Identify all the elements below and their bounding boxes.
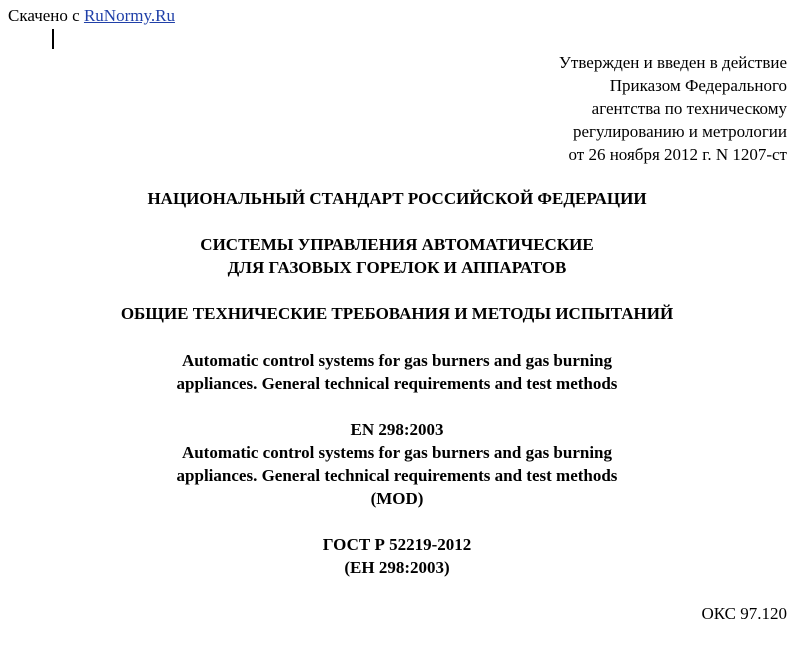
oks-code: ОКС 97.120 (701, 604, 787, 623)
approval-line: регулированию и метрологии (572, 122, 787, 141)
subtitle-ru (0, 302, 794, 325)
subtitle-ru-text: ОБЩИЕ ТЕХНИЧЕСКИЕ ТРЕБОВАНИЯ И МЕТОДЫ ИСПЫТАНИЙ (120, 304, 674, 323)
approval-line: Приказом Федерального (609, 76, 787, 95)
source-link[interactable]: RuNormy.Ru (83, 6, 175, 25)
title-en-line: appliances. General technical requirements and test methods (176, 374, 618, 393)
approval-line: от 26 ноября 2012 г. N 1207-ст (568, 145, 787, 164)
heading-text: НАЦИОНАЛЬНЫЙ СТАНДАРТ РОССИЙСКОЙ ФЕДЕРАЦИИ (147, 189, 647, 208)
en-standard-line: appliances. General technical requirements and test methods (176, 466, 618, 485)
approval-line: Утвержден и введен в действие (558, 53, 787, 72)
en-standard (0, 418, 794, 510)
title-ru-line: СИСТЕМЫ УПРАВЛЕНИЯ АВТОМАТИЧЕСКИЕ (200, 235, 594, 254)
approval-line: агентства по техническому (591, 99, 787, 118)
en-standard-mod: (MOD) (370, 489, 424, 508)
en-standard-code: EN 298:2003 (350, 420, 444, 439)
source-line (8, 5, 175, 27)
title-en-line: Automatic control systems for gas burners and gas burning (181, 351, 613, 370)
source-prefix: Скачено с (8, 6, 84, 25)
approval-block (559, 51, 787, 166)
title-ru (0, 233, 794, 279)
title-ru-line: ДЛЯ ГАЗОВЫХ ГОРЕЛОК И АППАРАТОВ (227, 258, 567, 277)
gost-equivalent: (ЕН 298:2003) (344, 558, 450, 577)
text-cursor (52, 29, 54, 49)
gost-code: ГОСТ Р 52219-2012 (322, 535, 472, 554)
en-standard-line: Automatic control systems for gas burners and gas burning (181, 443, 613, 462)
gost-block (0, 533, 794, 579)
standard-heading (0, 187, 794, 210)
title-en (0, 349, 794, 395)
